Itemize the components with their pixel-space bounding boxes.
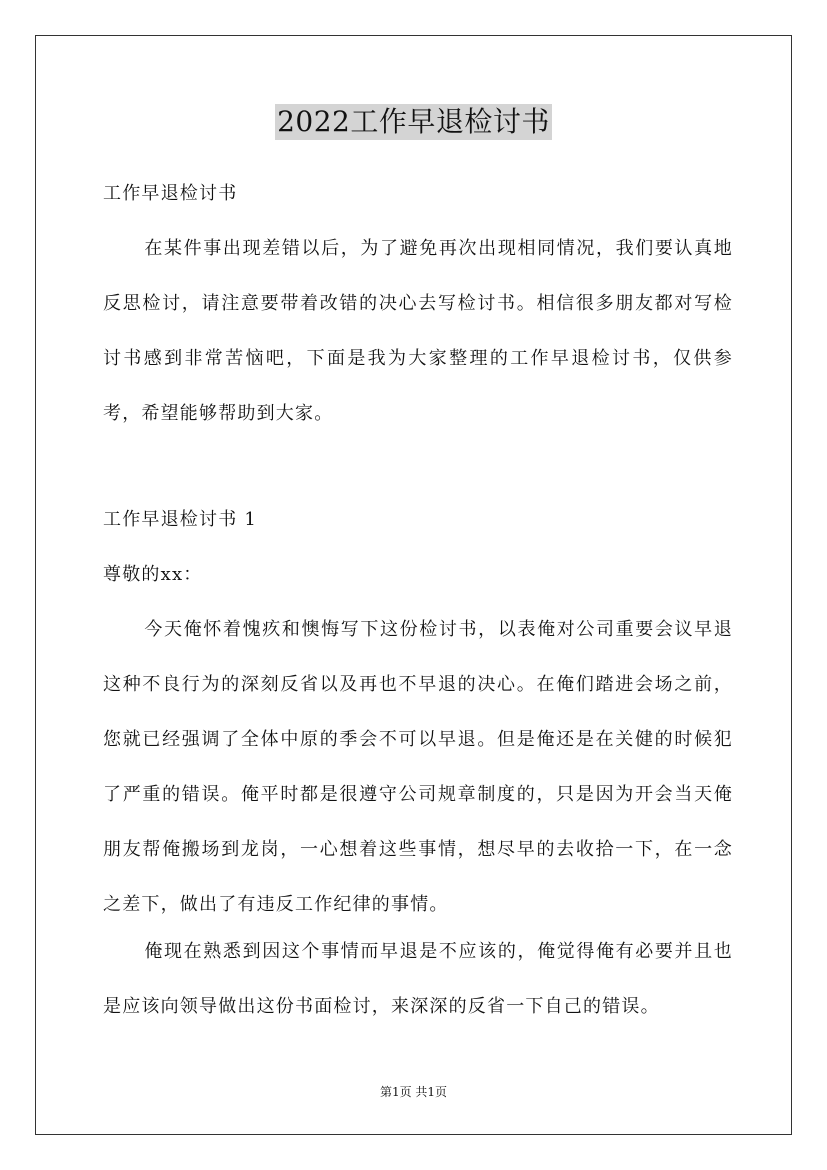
section-title: 工作早退检讨书 1 bbox=[103, 509, 257, 530]
document-heading: 工作早退检讨书 bbox=[103, 183, 238, 204]
body-paragraph-2: 俺现在熟悉到因这个事情而早退是不应该的，俺觉得俺有必要并且也是应该向领导做出这份书面检讨，来深深的反省一下自己的错误。 bbox=[103, 941, 733, 1017]
body-paragraph-1: 今天俺怀着愧疚和懊悔写下这份检讨书，以表俺对公司重要会议早退这种不良行为的深刻反省以及再也不早退的决心。在俺们踏进会场之前，您就已经强调了全体中原的季会不可以早退。但是俺还是在关健的时候犯了严重的错误。俺平时都是很遵守公司规章制度的，只是因为开会当天俺朋友帮俺搬场到龙岗，一心想着这些事情，想尽早的去收拾一下，在一念之差下，做出了有违反工作纪律的事情。 bbox=[103, 619, 733, 915]
page-number: 第1页 共1页 bbox=[379, 1085, 448, 1099]
document-title-wrapper bbox=[0, 104, 827, 140]
intro-paragraph: 在某件事出现差错以后，为了避免再次出现相同情况，我们要认真地反思检讨，请注意要带着改错的决心去写检讨书。相信很多朋友都对写检讨书感到非常苦恼吧，下面是我为大家整理的工作早退检讨书，仅供参考，希望能够帮助到大家。 bbox=[103, 238, 733, 424]
salutation: 尊敬的xx： bbox=[103, 564, 203, 585]
document-title: 2022工作早退检讨书 bbox=[277, 105, 550, 138]
